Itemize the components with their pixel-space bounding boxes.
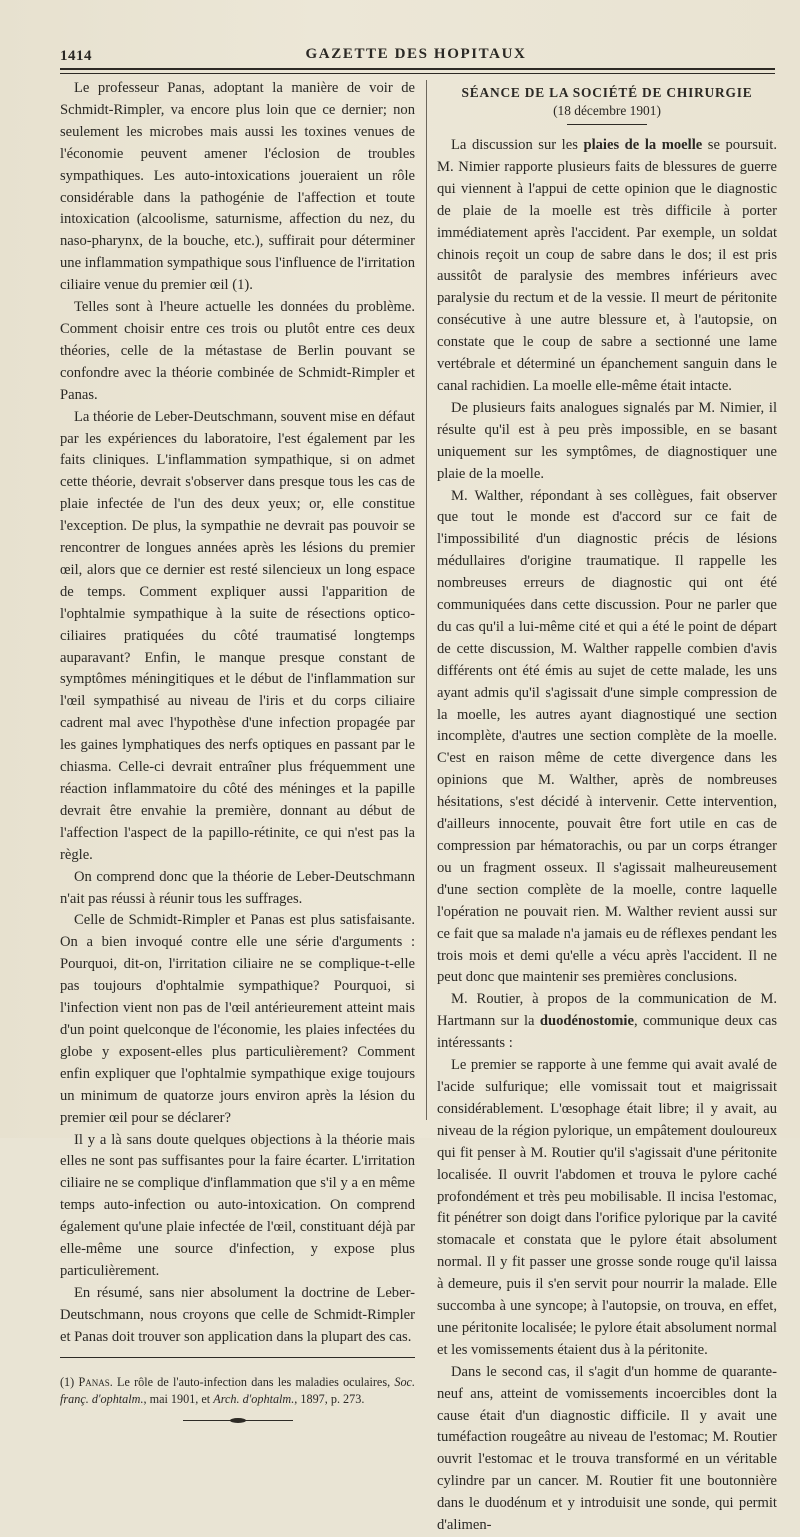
page-number: 1414 bbox=[60, 48, 92, 64]
page-header bbox=[56, 44, 776, 68]
paragraph: M. Walther, répondant à ses collègues, fait observer que tout le monde est d'accord sur ce fait de l'impossibilité d'un diagnostic précis de lésions médullaires d'origine traumatique. Il rappelle les nombreuses erreurs de diagnostic qui ont été communiquées dans cette discussion. Pour ne parler que du cas qu'il a lui-même cité et qui a été le point de départ de cette discussion, M. Walther rappelle combien d'avis différents ont été émis au sujet de cette malade, les uns ayant admis qu'il s'agissait d'une simple compression de la moelle, les autres ayant diagnostiqué une section incomplète, d'autres une section complète de la moelle. C'est en raison même de cette divergence dans les opinions que M. Walther, après de nombreuses hésitations, s'est décidé à intervenir. Cette intervention, d'ailleurs innocente, pouvait être fort utile en cas de compression par hématorachis, ou par un corps étranger ou un fragment osseux. Il s'agissait malheureusement d'une section complète de la moelle, contre laquelle l'opération ne pouvait rien. M. Walther revient aussi sur ce fait que sa malade n'a jamais eu de réflexes pendant les trois mois et demi qu'elle a vécu après l'accident. Il ne peut donc que maintenir ses premières conclusions. bbox=[437, 487, 777, 986]
journal-title: GAZETTE DES HOPITAUX bbox=[305, 46, 527, 62]
keyword: plaies de la moelle bbox=[583, 137, 703, 153]
footnote-date: , mai 1901, et bbox=[143, 1391, 211, 1406]
section-date: (18 décembre 1901) bbox=[553, 103, 661, 118]
header-rule-thin bbox=[60, 73, 775, 74]
footnote bbox=[60, 1374, 415, 1408]
footnote-source: Arch. d'ophtalm. bbox=[213, 1391, 295, 1406]
footnote-author: Panas. bbox=[78, 1374, 113, 1389]
text-run: , communique deux cas intéressants : bbox=[437, 1013, 777, 1052]
footnote-date: , 1897, p. 273. bbox=[294, 1391, 365, 1406]
paragraph bbox=[437, 989, 777, 1055]
header-rule-thick bbox=[60, 68, 775, 70]
paragraph: Il y a là sans doute quelques objections à la théorie mais elles ne sont pas suffisantes pour la faire écarter. L'irritation ciliaire ne se complique d'inflammation que s'il y a en même temps auto-infection ou auto-intoxication. On comprend également qu'une plaie infectée de l'œil, constituant déjà par elle-même une source d'infection, y expose plus particulièrement. bbox=[60, 1131, 415, 1279]
paragraph: Celle de Schmidt-Rimpler et Panas est plus satisfaisante. On a bien invoqué contre elle une série d'arguments : Pourquoi, dit-on, l'irritation ciliaire ne se complique-t-elle pas toujours d'ophtalmie sympathique? Pourquoi, si l'infection vient non pas de l'œil antérieurement atteint mais d'un point quelconque de l'économie, les plaies infectées du globe y exposent-elles plus particulièrement? Comment enfin expliquer que l'ophtalmie sympathique exige toujours un minimum de quatorze jours environ après la lésion du premier œil pour se déclarer? bbox=[60, 912, 415, 1126]
footnote-text: Le rôle de l'auto-infection dans les maladies oculaires, bbox=[117, 1374, 391, 1389]
section-title: SÉANCE DE LA SOCIÉTÉ DE CHIRURGIE bbox=[461, 85, 753, 100]
footnote-ornament bbox=[183, 1420, 293, 1421]
keyword: duodénostomie bbox=[539, 1013, 634, 1030]
paragraph: Le premier se rapporte à une femme qui avait avalé de l'acide sulfurique; elle vomissait tout et maigrissait considérablement. L'œsophage était libre; il y avait, au niveau de la région pylorique, un empâtement douloureux qui fit penser à M. Routier qu'il s'agissait d'une péritonite localisée. Il ouvrit l'abdomen et trouva le pylore caché profondément et très peu mobilisable. Il incisa l'estomac, fit pénétrer son doigt dans l'orifice pylorique par la cavité stomacale et constata que le pylore était absolument normal. Il y fit passer une grosse sonde rouge qu'il laissa à demeure, puis il s'en servit pour nourrir la malade. Elle succomba à une syncope; à l'autopsie, on trouva, en effet, une péritonite localisée; le pylore était absolument normal et les vomissements étaient dus à la péritonite. bbox=[437, 1057, 777, 1358]
paragraph: La théorie de Leber-Deutschmann, souvent mise en défaut par les expériences du laboratoire, l'est également par les faits cliniques. L'inflammation sympathique, si on admet cette théorie, devrait s'observer dans presque tous les cas de plaie infectée de l'un des deux yeux; or, elle constitue l'exception. De plus, la sympathie ne devrait pas pouvoir se rencontrer de longues années après les lésions du premier œil, alors que ce dernier est resté silencieux un long espace de temps. Comment expliquer aussi l'apparition de l'ophtalmie sympathique à la suite de résections optico-ciliaires pratiquées du côté traumatisé longtemps auparavant? Enfin, le manque presque constant de symptômes méningitiques et le début de l'inflammation sur l'œil sympathisé au niveau de l'iris et du corps ciliaire cadrent mal avec l'hypothèse d'une infection propagée par les gaines lymphatiques des nerfs optiques en passant par le chiasma. Celle-ci devrait entraîner plus fréquemment une réaction inflammatoire du côté des méninges et la papille devrait être envahie la première, donnant au début de l'affection l'aspect de la papillo-rétinite, ce qui n'est pas la règle. bbox=[60, 408, 415, 863]
section-rule bbox=[567, 124, 647, 125]
right-column bbox=[437, 78, 777, 1537]
footnote-source: Soc. franç. d'ophtalm. bbox=[60, 1374, 416, 1406]
text-run: La discussion sur les bbox=[451, 137, 584, 153]
paragraph bbox=[437, 135, 777, 398]
footnote-rule bbox=[60, 1357, 415, 1358]
column-divider bbox=[426, 80, 427, 1120]
paragraph: En résumé, sans nier absolument la doctrine de Leber-Deutschmann, nous croyons que celle de Schmidt-Rimpler et Panas doit trouver son application dans la plupart des cas. bbox=[60, 1284, 415, 1345]
text-run: se poursuit. M. Nimier rapporte plusieurs faits de blessures de guerre qui viennent à l'appui de cette opinion que le diagnostic de plaie de la moelle est très difficile à porter immédiatement après l'accident. Par exemple, un soldat chinois reçoit un coup de sabre dans le dos; il est pris aussitôt de paralysie des membres inférieurs avec paralysie du rectum et de la vessie. Il meurt de péritonite consécutive à une autre blessure et, à l'autopsie, on constate que le coup de sabre a sectionné une lame vertébrale et déterminé un épanchement sanguin dans le canal rachidien. La moelle elle-même était intacte. bbox=[437, 137, 777, 394]
paragraph: Le professeur Panas, adoptant la manière de voir de Schmidt-Rimpler, va encore plus loin que ce dernier; non seulement les microbes mais aussi les toxines venues de l'économie peuvent amener l'éclosion de troubles sympathiques. Les auto-intoxications joueraient un rôle considérable dans la pathogénie de l'affection et toute intoxication (alcoolisme, saturnisme, affection du nez, du naso-pharynx, de la bouche, etc.), suffirait pour déterminer une inflammation sympathique sous l'influence de l'irritation ciliaire venue du premier œil (1). bbox=[60, 80, 415, 294]
paragraph: De plusieurs faits analogues signalés par M. Nimier, il résulte qu'il est à peu près impossible, en se basant uniquement sur les symptômes, de diagnostiquer une plaie de la moelle. bbox=[437, 399, 777, 482]
paragraph: On comprend donc que la théorie de Leber-Deutschmann n'ait pas réussi à réunir tous les suffrages. bbox=[60, 868, 415, 907]
paragraph: Telles sont à l'heure actuelle les données du problème. Comment choisir entre ces trois ou plutôt entre ces deux théories, celle de la métastase de Berlin pouvant se confondre avec la théorie combinée de Schmidt-Rimpler et Panas. bbox=[60, 299, 415, 403]
paragraph: Dans le second cas, il s'agit d'un homme de quarante-neuf ans, atteint de vomissements incoercibles dont la cause était d'un diagnostic difficile. Il y avait une tuméfaction rougeâtre au niveau de l'estomac; M. Routier ouvrit l'estomac et le trouva transformé en un véritable cylindre par un cancer. M. Routier fit une boutonnière dans le duodénum et y introduisit une sonde, qui permit d'alimen- bbox=[437, 1363, 777, 1534]
left-column bbox=[60, 78, 415, 1421]
text-run: M. Routier, à propos de la communication de M. Hartmann sur la bbox=[437, 991, 777, 1030]
footnote-marker: (1) bbox=[60, 1374, 75, 1389]
